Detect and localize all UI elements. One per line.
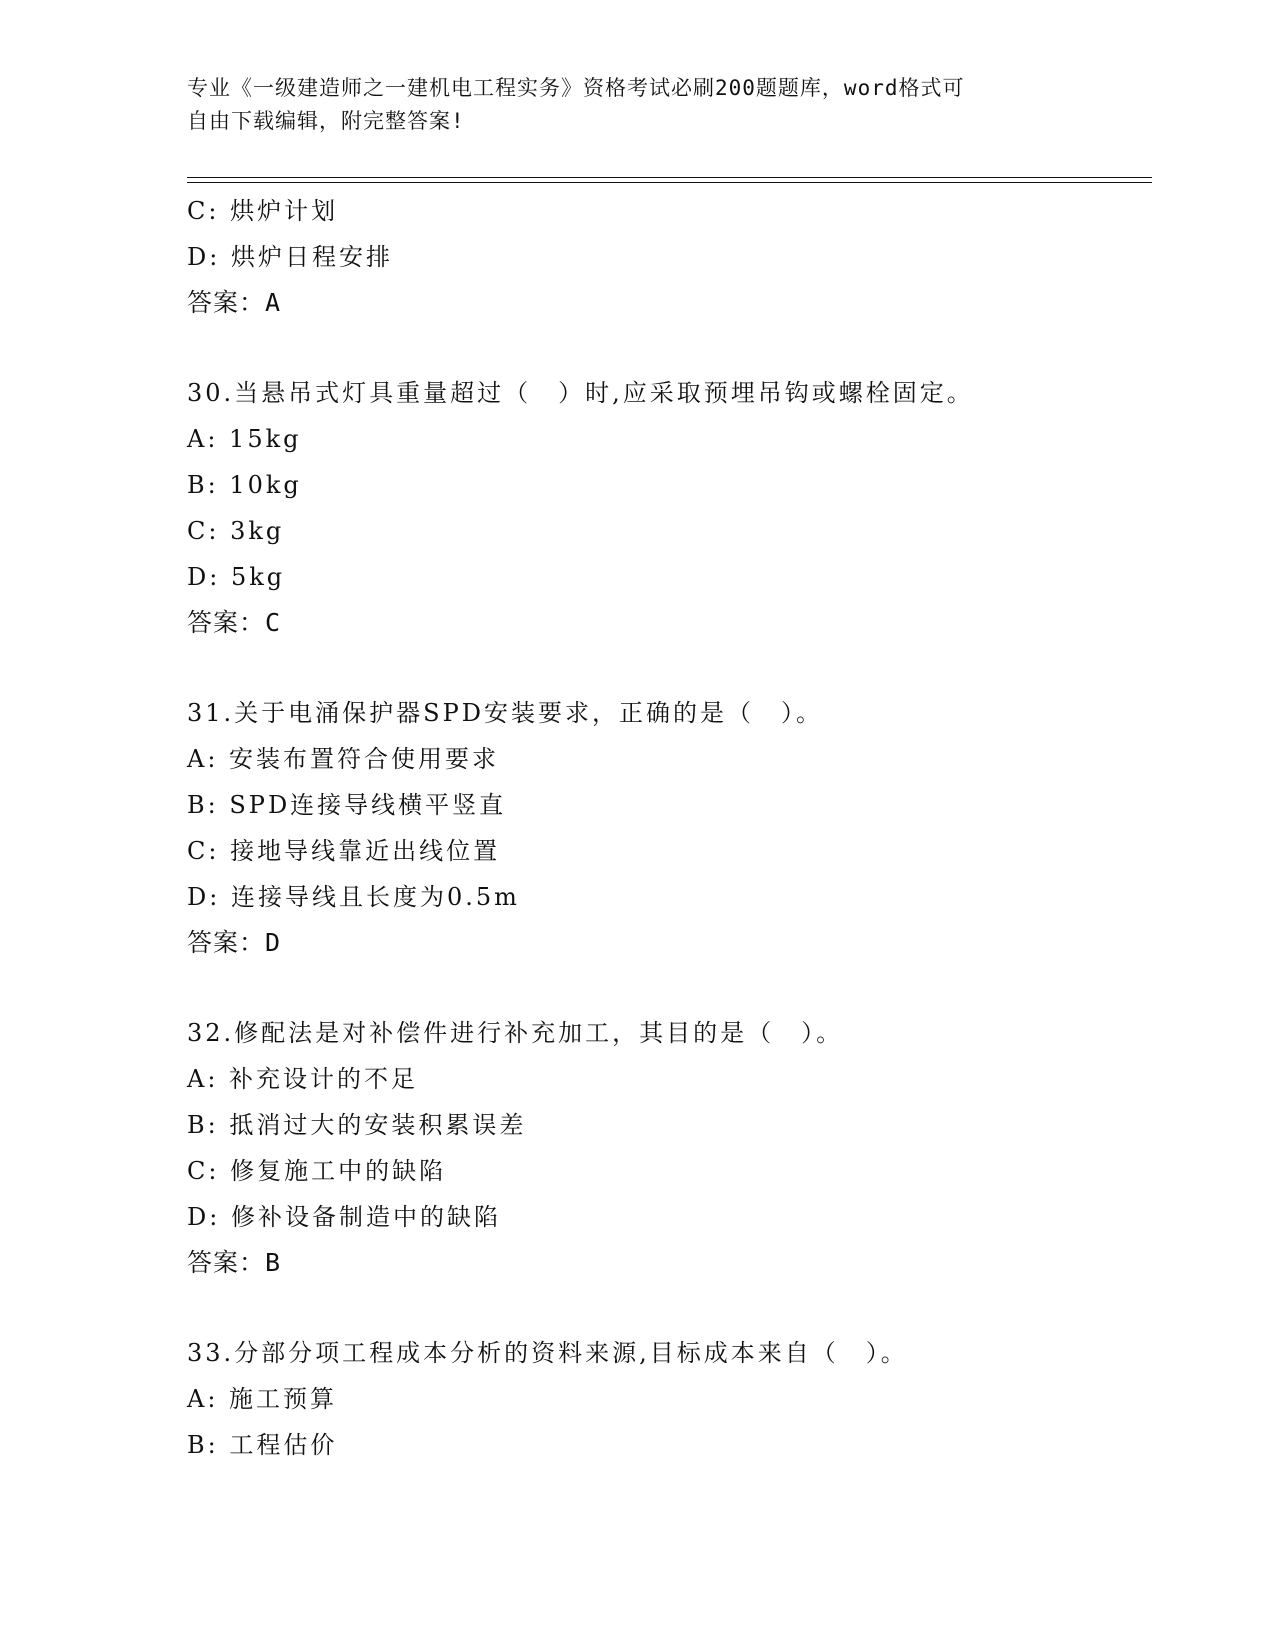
- option-a: A: 15kg: [187, 425, 302, 453]
- header-divider-top: [187, 177, 1152, 178]
- option-c: C: 修复施工中的缺陷: [187, 1157, 447, 1185]
- header-line-1: 专业《一级建造师之一建机电工程实务》资格考试必刷200题题库，word格式可: [187, 76, 965, 100]
- question-stem: 31.关于电涌保护器SPD安装要求，正确的是（ ）。: [187, 699, 823, 727]
- question-29-tail: [187, 188, 1147, 326]
- option-d: D: 烘炉日程安排: [187, 243, 393, 271]
- option-b: B: 10kg: [187, 471, 302, 499]
- question-stem: 30.当悬吊式灯具重量超过（ ）时,应采取预埋吊钩或螺栓固定。: [187, 379, 974, 407]
- question-32: [187, 1010, 1147, 1286]
- option-a: A: 施工预算: [187, 1385, 338, 1413]
- header-line-2: 自由下载编辑，附完整答案!: [187, 109, 465, 133]
- answer-line: 答案：C: [187, 608, 282, 637]
- answer-line: 答案：B: [187, 1248, 282, 1277]
- answer-line: 答案：D: [187, 928, 282, 957]
- header-divider-bottom: [187, 182, 1152, 183]
- option-d: D: 5kg: [187, 563, 286, 591]
- option-d: D: 修补设备制造中的缺陷: [187, 1203, 501, 1231]
- option-b: B: SPD连接导线横平竖直: [187, 791, 507, 819]
- question-stem: 32.修配法是对补偿件进行补充加工，其目的是（ ）。: [187, 1019, 844, 1047]
- question-stem: 33.分部分项工程成本分析的资料来源,目标成本来自（ ）。: [187, 1339, 908, 1367]
- option-a: A: 安装布置符合使用要求: [187, 745, 500, 773]
- question-list: [187, 188, 1147, 1468]
- document-header: [187, 72, 1067, 138]
- question-30: [187, 370, 1147, 646]
- option-d: D: 连接导线且长度为0.5m: [187, 883, 520, 911]
- question-31: [187, 690, 1147, 966]
- option-c: C: 3kg: [187, 517, 285, 545]
- option-a: A: 补充设计的不足: [187, 1065, 419, 1093]
- question-33: [187, 1330, 1147, 1468]
- option-c: C: 烘炉计划: [187, 197, 339, 225]
- option-b: B: 抵消过大的安装积累误差: [187, 1111, 527, 1139]
- answer-line: 答案：A: [187, 288, 282, 317]
- option-b: B: 工程估价: [187, 1431, 338, 1459]
- option-c: C: 接地导线靠近出线位置: [187, 837, 501, 865]
